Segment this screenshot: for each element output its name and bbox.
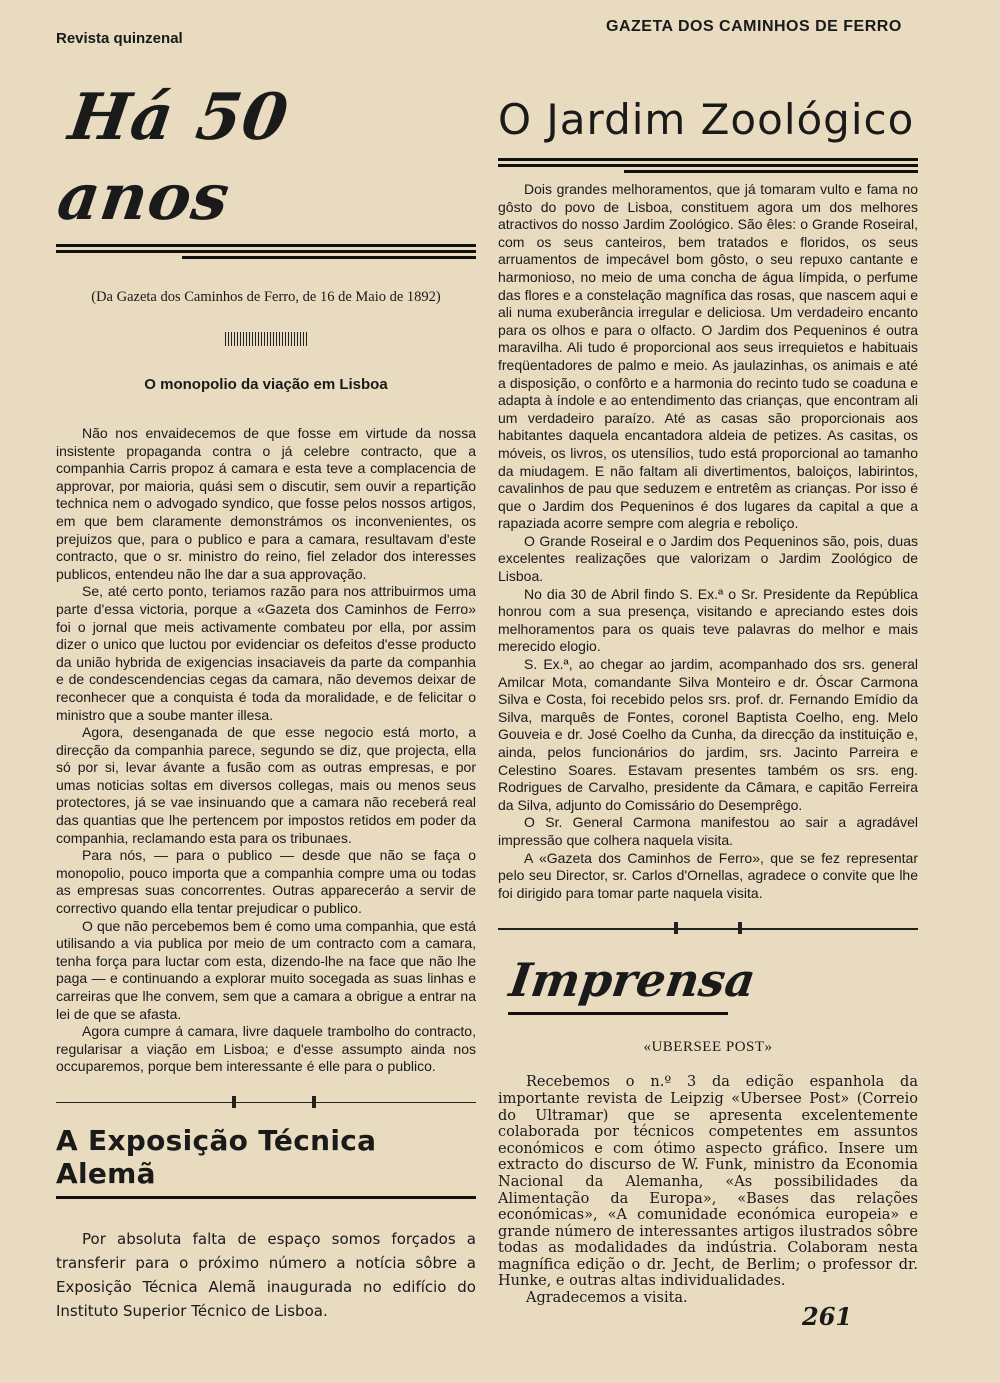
page-number: 261 [802,1302,853,1331]
right-column [498,78,918,1307]
imprensa-title: Imprensa [506,953,759,1008]
article-title-ha-50-anos: Há 50 anos [53,80,294,235]
expo-body [56,1227,476,1323]
ornament-divider [225,332,307,346]
header-right: GAZETA DOS CAMINHOS DE FERRO [606,18,902,35]
paragraph: Não nos envaidecemos de que fosse em virtude da nossa insistente propaganda contra o já celebre contracto, que a companhia Carris propoz á camara e esta teve a complacencia de approvar, por maioria, quási sem o discutir, sem ouvir a repartição technica nem o advogado syndico, que fosse pelos nossos artigos, em que bem claramente demonstrámos os inconvenientes, os prejuizos que, para o publico e para a camara, resultavam d'este contracto, que o sr. ministro do reino, fiel zelador dos interesses publicos, entendeu não lhe dar a sua approvação. [56,425,476,582]
article-body-right [498,181,918,902]
paragraph: Dois grandes melhoramentos, que já tomaram vulto e fama no gôsto do povo de Lisboa, constituem agora um dos melhores atractivos do nosso Jardim Zoológico. São êles: o Grande Roseiral, com os seus canteiros, bem tratados e floridos, os seus arruamentos de impecável bom gôsto, o seu repuxo cantante e harmonioso, no meio de uma concha de água límpida, o perfume das flores e a constelação magnífica das rosas, que nascem aqui e ali numa exuberância irregular e deliciosa. Um verdadeiro encanto para os olhos e para o olfacto. O Jardim dos Pequeninos é outra maravilha. Ali tudo é proporcional aos seus irrequietos e habituais freqüentadores de palmo e meio. As jaulazinhas, os animais e até a disposição, o confôrto e a harmonia do recinto tudo se coaduna e adapta à índole e ao entendimento das crianças, que encontram ali um verdadeiro paraízo. Até as casas são proporcionais aos habitantes daquela encantadora aldeia de petizes. As casitas, os móveis, os livros, os utensílios, tudo está proporcional ao tamanho da miudagem. E não faltam ali divertimentos, baloiços, labirintos, cavalinhos de pau que seduzem e entretêm as crianças. Por isso é que o Jardim dos Pequeninos é dos lugares da capital a que a rapaziada acorre sempre com alegria e reboliço. [498,181,918,532]
section-divider [56,1096,476,1110]
title-rules [56,244,476,259]
source-note: (Da Gazeta dos Caminhos de Ferro, de 16 de Maio de 1892) [91,289,441,305]
expo-title-rule [56,1196,476,1199]
article-body-left [56,425,476,1076]
paragraph: Por absoluta falta de espaço somos forçados a transferir para o próximo número a notícia sôbre a Exposição Técnica Alemã inaugurada no edifício do Instituto Superior Técnico de Lisboa. [56,1229,476,1320]
paragraph: O Grande Roseiral e o Jardim dos Pequeninos são, pois, duas excelentes realizações que valorizam o Jardim Zoológico de Lisboa. [498,532,918,585]
article-title-jardim-zoologico: O Jardim Zoológico [498,95,915,144]
paragraph: No dia 30 de Abril findo S. Ex.ª o Sr. Presidente da República honrou com a sua presença, visitando e apreciando estes dois melhoramentos para os quais teve palavras do melhor e mais merecido elogio. [498,585,918,655]
article-subtitle: O monopolio da viação em Lisboa [144,376,388,393]
imprensa-subtitle: «UBERSEE POST» [643,1039,773,1056]
paragraph: O Sr. General Carmona manifestou ao sair a agradável impressão que colhera naquela visita. [498,814,918,848]
paragraph: A «Gazeta dos Caminhos de Ferro», que se fez representar pelo seu Director, sr. Carlos d'Ornellas, agradece o convite que lhe foi dirigido para tomar parte naquela visita. [498,849,918,901]
paragraph: Se, até certo ponto, teriamos razão para nos attribuirmos uma parte d'essa victoria, porque a «Gazeta dos Caminhos de Ferro» foi o jornal que meis activamente combateu por ella, por assim dizer o unico que luctou por evidenciar os defeitos d'esse producto da união hybrida de exigencias insaciaveis da parte da companhia e de condescendencias cegas da camara, não devemos deixar de reconhecer que a conquista é toda da moralidade, e de felicitar o ministro que a soube manter illesa. [56,583,476,723]
paragraph: Agradecemos a visita. [526,1290,688,1307]
paragraph: Agora, desenganada de que esse negocio está morto, a direcção da companhia parece, segundo se diz, que projecta, ella só por si, levar ávante a fusão com as outras empresas, e por umas noticias soltas em diversos collegas, mais ou menos seus protectores, já se vae insinuando que a camara não receberá real das quantias que lhe pertencem por impostos retidos em poder da companhia, reclamando esta para os tribunaes. [56,724,476,846]
paragraph: Recebemos o n.º 3 da edição espanhola da importante revista de Leipzig «Ubersee Post» (Correio do Ultramar) que se apresenta excelentemente colaborada por técnicos competentes em assuntos económicos e com ótimo aspecto gráfico. Insere um extracto do discurso de W. Funk, ministro da Economia Nacional da Alemanha, «As possibilidades da Alimentação da Europa», «Bases das relações económicas», «A comunidade económica europeia» e grande número de interessantes artigos ilustrados sôbre todas as modalidades da indústria. Colaboram nesta magnífica edição o dr. Jecht, de Berlim; o professor dr. Hunke, e outras altas individualidades. [498,1074,918,1290]
paragraph: Agora cumpre á camara, livre daquele trambolho do contracto, regularisar a viação em Lisboa; e d'esse assumpto ainda nos occuparemos, porque bem interessante é elle para o publico. [56,1023,476,1075]
left-column [53,78,476,1323]
paragraph: O que não percebemos bem é como uma companhia, que está utilisando a via publica por meio de um contracto com a camara, tenha força para luctar com esta, dizendo-lhe na face que não lhe paga — e continuando a explorar muito socegada as suas linhas e carreiras que lhe convem, sem que a camara a obrigue a entrar na lei de que se afasta. [56,917,476,1022]
title-rules [498,158,918,173]
paragraph: Para nós, — para o publico — desde que não se faça o monopolio, pouco importa que a companhia compre uma ou todas as empresas suas concorrentes. Outras appareceráo a servir de correctivo quando ella tentar prejudicar o publico. [56,847,476,917]
header-left: Revista quinzenal [56,30,183,47]
imprensa-rule [508,1012,728,1015]
section-divider [498,922,918,936]
expo-title: A Exposição Técnica Alemã [56,1123,377,1190]
imprensa-body [498,1074,918,1306]
paragraph: S. Ex.ª, ao chegar ao jardim, acompanhado dos srs. general Amilcar Mota, comandante Silva Monteiro e dr. Óscar Carmona Silva e Costa, foi recebido pelos srs. prof. dr. Fernando Emídio da Silva, marquês de Fontes, coronel Baptista Coelho, eng. Melo Gouveia e dr. José Coelho da Cunha, da direcção da instituição e, ainda, pelos funcionários do jardim, srs. Jacinto Parreira e Celestino Soares. Estavam presentes também os srs. eng. Rodrigues de Carvalho, presidente da Câmara, e capitão Ferreira da Silva, adjunto do Comissário do Desemprêgo. [498,656,918,813]
